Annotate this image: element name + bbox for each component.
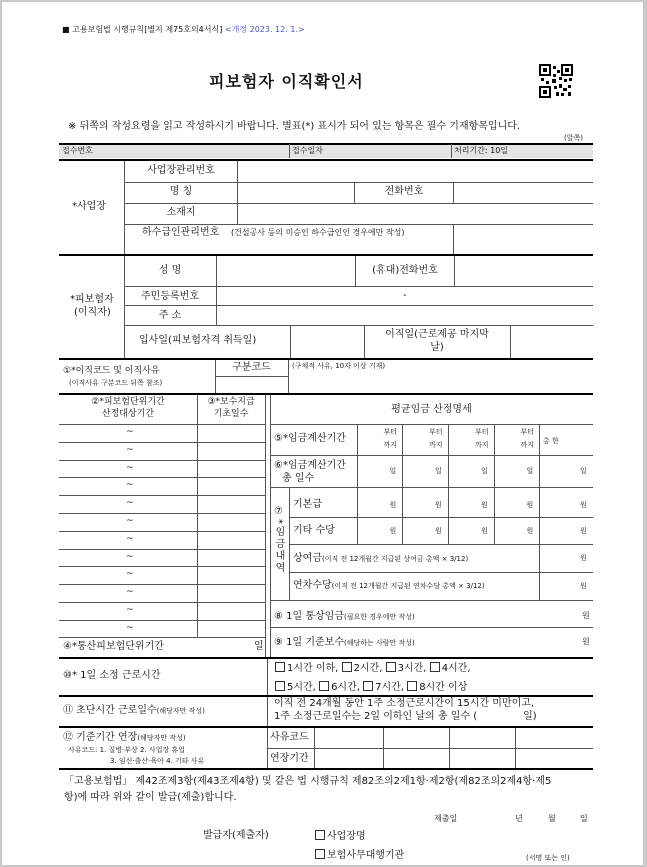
period-header-2b: 기초일수 [213,409,249,419]
leave-date-label: 이직일(근로제공 마지막 [385,329,489,340]
extension-label: ⑫ 기준기간 연장(해당자만 작성) [63,732,186,743]
period-header-1: ②*피보험단위기간 [91,397,165,407]
issuer-label: 발급자(제출자) [203,830,269,841]
wage-detail-label: ⑦*임금내역 [273,506,284,574]
total-period-day: 일 [254,641,264,652]
days-unit-label: 일 [389,467,397,475]
base-pay-won: 원 [481,501,488,509]
days-unit-label: 일 [526,467,534,475]
hours-2-checkbox[interactable] [342,662,352,672]
period-total-label: 총 한 [543,437,559,445]
wage-period-label: ⑤*임금계산기간 [274,433,346,444]
hours-1-checkbox[interactable] [275,662,285,672]
other-allowance-total-won: 원 [580,527,587,535]
wage-days-label-2: 총 일수 [282,473,315,484]
period-range-separator: ~ [126,427,134,437]
period-from-label: 부터 [520,428,535,436]
period-range-separator: ~ [126,569,134,580]
leave-reason-note: (이직사유 구분코드 뒤쪽 참조) [69,379,163,387]
short-work-line-1: 이직 전 24개월 동안 1주 소정근로시간이 15시간 미만이고, [274,698,535,709]
statement-line-2: 항)에 따라 위와 같이 발급(제출)합니다. [64,792,237,803]
extension-period-label: 연장기간 [270,753,309,764]
days-total-unit: 일 [580,467,587,475]
work-hours-label: ⑩* 1일 소정 근로시간 [63,670,161,681]
period-range-separator: ~ [126,480,134,491]
period-from-label: 부터 [429,428,443,436]
business-address-label: 소재지 [166,207,196,218]
wage-days-label: ⑥*임금계산기간 [274,460,346,471]
period-range-separator: ~ [126,498,134,509]
short-work-line-2: 1주 소정근로일수는 2일 이하인 날의 총 일수 ( 일) [274,711,537,722]
annual-leave-won: 원 [580,582,587,590]
leave-date-label-2: 날) [430,342,444,353]
days-unit-label: 일 [481,467,488,475]
other-allowance-label: 기타 수당 [293,525,335,536]
base-pay-won: 원 [389,501,397,509]
other-allowance-won: 원 [389,527,397,535]
signature-note: (서명 또는 인) [526,854,570,862]
period-from-label: 부터 [475,428,489,436]
issuer-option-business: 사업장명 [315,830,366,842]
period-range-separator: ~ [126,444,134,455]
extension-code-label: 사유코드 [270,732,309,743]
processing-period: 처리기간: 10일 [454,146,509,155]
hours-5-checkbox[interactable] [275,681,285,691]
submit-date-label: 제출일 [434,814,458,823]
period-range-separator: ~ [126,551,134,562]
submit-month: 월 [548,814,556,823]
other-allowance-won: 원 [481,527,488,535]
hours-options-row-1: 1시간 이하, 2시간, 3시간, 4시간, [275,662,471,674]
wage-title: 평균임금 산정명세 [391,404,472,415]
statement-line-1: 「고용보험법」 제42조제3항(제43조제4항) 및 같은 법 시행규칙 제82조의2제1항·제2항(제82조의2제4항·제5 [64,776,552,787]
hours-7-checkbox[interactable] [363,681,373,691]
insured-section-sublabel: (이직자) [74,307,111,318]
bonus-label: 상여금(이직 전 12개월간 지급된 상여금 총액 × 3/12) [293,553,469,564]
issuer-option-agency: 보험사무대행기관 [315,849,404,861]
business-checkbox[interactable] [315,830,325,840]
annual-leave-label: 연차수당(이직 전 12개월간 지급된 연차수당 총액 × 3/12) [293,580,485,591]
daily-wage-label: ⑧ 1일 통상임금(필요한 경우에만 작성) [274,611,415,622]
base-pay-won: 원 [435,501,442,509]
form-reference: ■ 고용보험법 시행규칙[별지 제75호의4서식] <개정 2023. 12. 1.> [62,25,305,34]
leave-reason-label: ①*이직코드 및 이직사유 [63,366,160,376]
agency-checkbox[interactable] [315,849,325,859]
hours-options-row-2: 5시간, 6시간, 7시간, 8시간 이상 [275,681,467,693]
business-section-label: *사업장 [72,201,106,212]
period-range-separator: ~ [126,587,134,598]
hours-6-checkbox[interactable] [319,681,329,691]
instruction-text: ※ 뒤쪽의 작성요령을 읽고 작성하시기 바랍니다. 별표(*) 표시가 되어 있는 항목은 필수 기재항목입니다. [68,121,521,132]
base-pay-total-won: 원 [580,501,587,509]
daily-standard-won: 원 [582,637,590,646]
form-page [2,2,643,865]
hours-8-checkbox[interactable] [407,681,417,691]
insured-mobile-label: (휴대)전화번호 [372,265,438,276]
other-allowance-won: 원 [526,527,534,535]
reason-detail-note: (구체적 사유, 10자 이상 기재) [292,362,386,370]
period-range-separator: ~ [126,462,134,473]
total-period-label: ④*통산피보험단위기간 [63,641,164,652]
short-work-label: ⑪ 초단시간 근로일수(해당자만 작성) [63,705,205,716]
hire-date-label: 입사일(피보험자격 취득일) [139,335,257,346]
extension-codes-2: 3. 임신·출산·육아 4. 기타 사유 [110,757,205,765]
daily-wage-won: 원 [582,611,590,620]
period-to-label: 까지 [520,441,535,449]
business-phone-label: 전화번호 [384,186,424,197]
subcontractor-note: (건설공사 등의 미승인 하수급인인 경우에만 작성) [231,228,405,237]
hours-4-checkbox[interactable] [430,662,440,672]
extension-codes-1: 사유코드: 1. 질병·부상 2. 사업장 휴업 [68,746,185,754]
period-to-label: 까지 [475,441,489,449]
qr-code-icon [539,64,573,98]
base-pay-won: 원 [526,501,534,509]
receipt-date: 접수일자 [292,146,323,155]
insured-section-label: *피보험자 [70,294,114,305]
subcontractor-no-label: 하수급인관리번호 [142,227,220,238]
receipt-number: 접수번호 [62,146,93,155]
submit-day: 일 [580,814,588,823]
reason-code-label: 구분코드 [232,362,271,373]
period-range-separator: ~ [126,516,134,526]
hours-3-checkbox[interactable] [386,662,396,672]
period-header-1b: 산정대상기간 [101,409,155,419]
bonus-won: 원 [580,554,587,562]
period-to-label: 까지 [429,441,443,449]
insured-name-label: 성 명 [158,265,182,276]
period-range-separator: ~ [126,533,134,544]
insured-address-label: 주 소 [158,310,182,321]
days-unit-label: 일 [435,467,442,475]
period-range-separator: ~ [126,605,134,615]
business-mgmt-no-label: 사업장관리번호 [147,165,215,176]
base-pay-label: 기본급 [293,499,322,510]
page-title: 피보험자 이직확인서 [209,72,364,91]
daily-standard-label: ⑨ 1일 기준보수(해당하는 사람만 작성) [274,637,415,648]
other-allowance-won: 원 [435,527,442,535]
period-header-2: ③*보수지급 [207,397,255,407]
period-from-label: 부터 [383,428,398,436]
period-to-label: 까지 [383,441,398,449]
front-mark: (앞쪽) [564,134,583,142]
insured-rrn-label: 주민등록번호 [141,291,199,302]
business-name-label: 명 칭 [169,186,193,197]
rrn-dash: - [403,290,407,301]
period-range-separator: ~ [126,622,134,633]
submit-year: 년 [515,814,523,823]
